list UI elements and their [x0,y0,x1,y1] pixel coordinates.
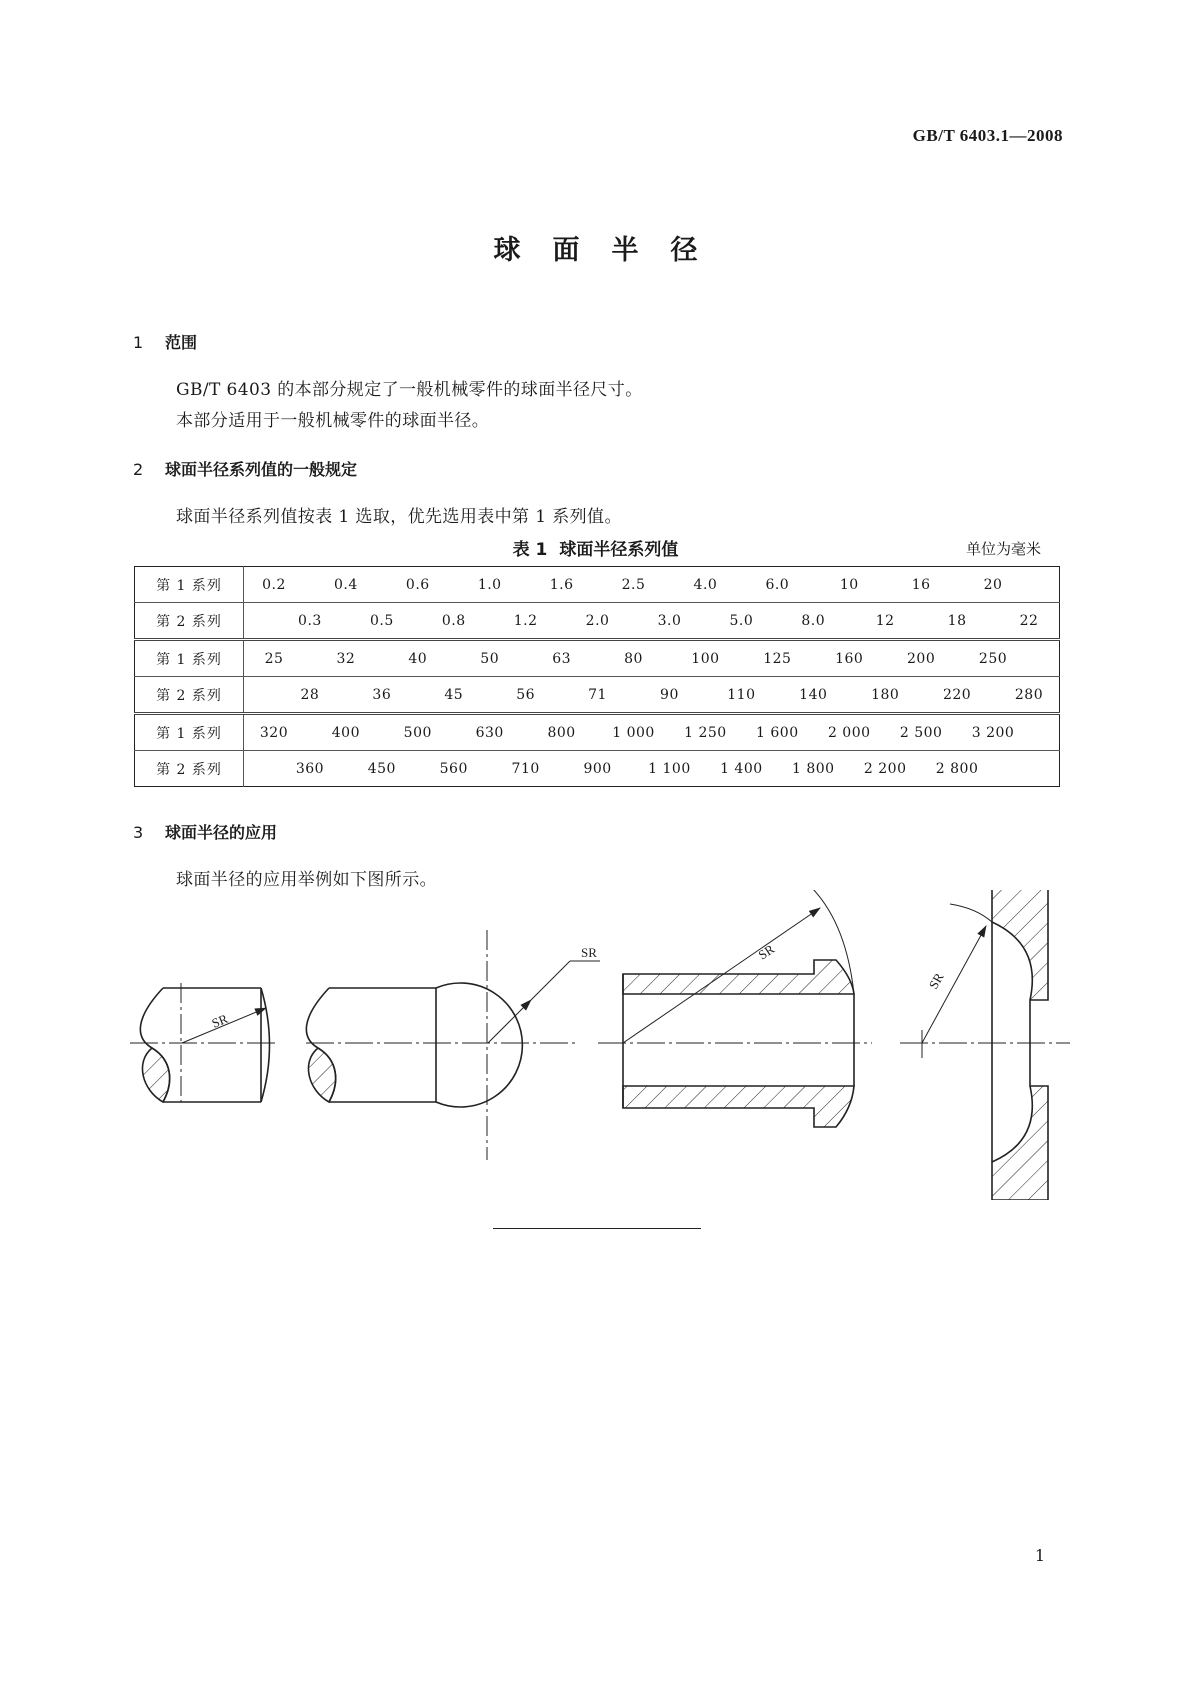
row-values [244,751,1060,787]
table-cell: 22 [1019,612,1039,629]
table-cell: 180 [871,686,900,703]
table-cell: 50 [480,650,500,667]
page-number: 1 [1034,1546,1045,1565]
table-cell: 40 [408,650,428,667]
table-cell: 110 [727,686,756,703]
table-cell: 125 [763,650,792,667]
table-row [135,640,1060,677]
table-cell: 0.4 [334,576,358,593]
table-cell: 0.8 [441,612,466,629]
section-2-paragraph-1: 球面半径系列值按表 1 选取，优先选用表中第 1 系列值。 [176,507,622,527]
table-cell: 12 [875,612,895,629]
table-unit: 单位为毫米 [965,540,1041,558]
table-cell: 220 [942,686,972,703]
sr-label: SR [925,970,947,992]
row-label: 第 1 系列 [135,640,244,677]
example-ball-head [306,930,600,1160]
section-3-title: 球面半径的应用 [165,823,278,842]
table-cell: 6.0 [765,576,790,593]
table-cell: 25 [264,650,284,667]
table-caption-number: 表 1 [512,540,548,560]
section-1-paragraph-2: 本部分适用于一般机械零件的球面半径。 [176,411,490,431]
table-cell: 80 [624,650,643,667]
table-cell: 100 [691,650,720,667]
table-cell: 250 [978,650,1008,667]
row-values [244,567,1060,603]
table-cell: 63 [552,650,572,667]
table-cell: 0.2 [262,576,286,593]
application-examples-figure [130,890,1070,1200]
row-label: 第 1 系列 [135,714,244,751]
row-label: 第 1 系列 [135,567,244,603]
section-1-paragraph-1: GB/T 6403 的本部分规定了一般机械零件的球面半径尺寸。 [176,380,643,400]
table-cell: 28 [300,686,320,703]
row-label: 第 2 系列 [135,603,244,640]
table-cell: 4.0 [693,576,718,593]
section-1-heading [133,330,197,353]
table-cell: 1 000 [612,724,655,741]
row-label: 第 2 系列 [135,677,244,714]
row-label: 第 2 系列 [135,751,244,787]
table-cell: 32 [336,650,356,667]
table-cell: 450 [367,760,396,777]
table-cell: 20 [983,576,1003,593]
table-cell: 45 [444,686,464,703]
table-row [135,714,1060,751]
table-cell: 18 [947,612,967,629]
table-cell: 16 [911,576,931,593]
table-row [135,751,1060,787]
section-2-title: 球面半径系列值的一般规定 [165,460,358,479]
table-row [135,603,1060,640]
section-3-heading [133,820,277,843]
sr-label: SR [209,1010,230,1031]
table-cell: 0.3 [298,612,322,629]
table-cell: 800 [547,724,576,741]
table-cell: 200 [907,650,936,667]
sr-label: SR [581,945,597,960]
section-3-number: 3 [133,823,144,842]
table-caption-title: 球面半径系列值 [559,540,679,560]
table-cell: 280 [1014,686,1044,703]
section-3-paragraph-1: 球面半径的应用举例如下图所示。 [176,870,437,890]
table-cell: 1.0 [477,576,502,593]
section-1-title: 范围 [165,333,198,352]
row-values [244,677,1060,714]
table-cell: 710 [511,760,540,777]
table-cell: 400 [331,724,361,741]
table-cell: 71 [588,686,607,703]
table-cell: 2 500 [899,724,943,741]
sr-label: SR [755,941,777,963]
table-cell: 630 [475,724,504,741]
table-cell: 140 [799,686,828,703]
section-2-heading [133,457,357,480]
table-row [135,677,1060,714]
row-values [244,603,1060,640]
radius-series-table [134,566,1060,787]
row-values [244,640,1060,677]
table-cell: 8.0 [801,612,826,629]
table-cell: 2.5 [621,576,646,593]
table-cell: 0.5 [369,612,394,629]
table-cell: 0.6 [405,576,430,593]
table-cell: 160 [835,650,864,667]
example-shaft-end [130,983,275,1102]
table-cell: 10 [839,576,859,593]
standard-code: GB/T 6403.1—2008 [912,126,1063,145]
table-cell: 1 100 [648,760,691,777]
table-cell: 90 [660,686,679,703]
table-cell: 2 200 [863,760,907,777]
example-concave-seat [900,890,1070,1200]
example-sleeve [598,890,872,1127]
table-cell: 1 250 [684,724,727,741]
section-1-number: 1 [133,333,144,352]
page-title: 球面半径 [493,235,730,266]
table-cell: 1.2 [513,612,538,629]
section-2-number: 2 [133,460,144,479]
table-cell: 5.0 [729,612,754,629]
row-values [244,714,1060,751]
table-cell: 3 200 [971,724,1015,741]
table-cell: 320 [259,724,289,741]
table-cell: 1 800 [791,760,835,777]
table-cell: 2 000 [827,724,871,741]
table-cell: 2 800 [935,760,979,777]
table-cell: 2.0 [585,612,610,629]
table-cell: 56 [516,686,536,703]
table-cell: 1.6 [549,576,574,593]
end-rule [493,1228,701,1229]
table-cell: 1 400 [720,760,763,777]
table-cell: 3.0 [657,612,682,629]
table-cell: 560 [439,760,468,777]
table-cell: 500 [403,724,432,741]
table-cell: 36 [372,686,392,703]
table-cell: 360 [295,760,325,777]
table-cell: 900 [583,760,612,777]
table-cell: 1 600 [756,724,799,741]
table-row [135,567,1060,603]
